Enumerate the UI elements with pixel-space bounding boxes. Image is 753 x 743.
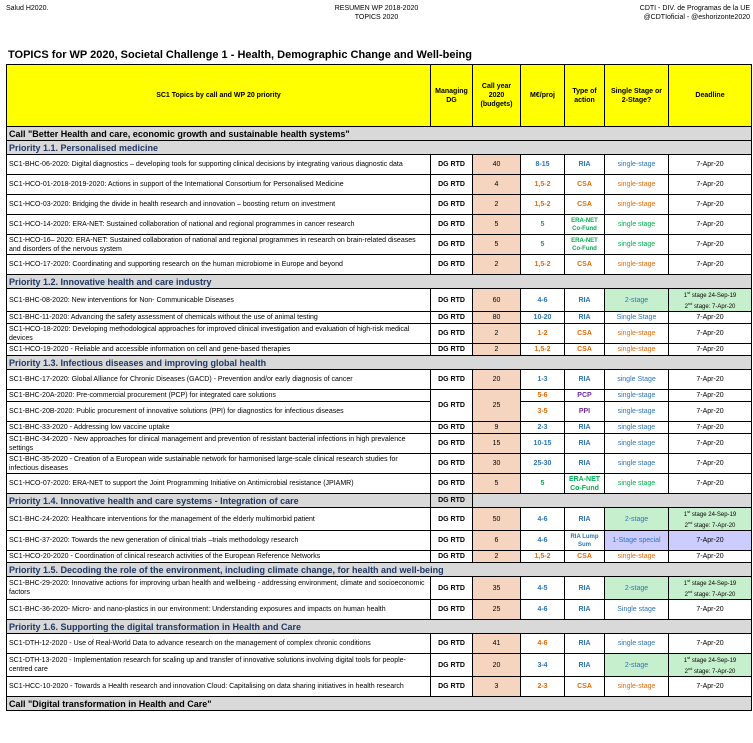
stage-cell: 1-Stage special [605,531,669,551]
topic-cell: SC1-BHC-35-2020 - Creation of a European wide sustainable network for harmonised large-scale clinical research studies for infectious diseases [7,454,431,474]
topic-cell: SC1-BHC-06-2020: Digital diagnostics – developing tools for supporting clinical decisions by integrating various diagnostic data [7,155,431,175]
dg-cell: DG RTD [431,422,473,434]
action-cell: RIA [565,422,605,434]
header-right-line1: CDTI - DIV. de Programas de la UE [639,5,750,12]
year-cell: 9 [473,422,521,434]
me-cell: 4-6 [521,508,565,531]
stage-cell: 2-stage [605,289,669,312]
table-row [7,422,752,434]
table-row [7,255,752,275]
table-row [7,195,752,215]
year-cell: 25 [473,390,521,422]
action-cell: RIA [565,600,605,620]
stage-cell: single-stage [605,175,669,195]
action-cell: RIA [565,454,605,474]
dg-cell: DG RTD [431,634,473,654]
priority-title: Priority 1.5. Decoding the role of the environment, including climate change, for health and well-being [7,563,752,577]
dg-cell: DG RTD [431,312,473,324]
dg-cell: DG RTD [431,344,473,356]
action-cell: RIA [565,289,605,312]
dg-cell: DG RTD [431,434,473,454]
action-cell: CSA [565,324,605,344]
priority-row [7,563,752,577]
deadline-cell [669,654,752,677]
table-row [7,551,752,563]
year-cell: 60 [473,289,521,312]
dg-cell: DG RTD [431,454,473,474]
topics-table [6,64,752,711]
call-row [7,697,752,711]
priority-dg: DG RTD [431,494,473,508]
year-cell: 5 [473,215,521,235]
deadline-stage1: 1st stage 24-Sep-19 [683,509,737,518]
col-deadline: Deadline [669,65,752,127]
table-row [7,531,752,551]
col-stage: Single Stage or 2-Stage? [605,65,669,127]
action-cell: CSA [565,175,605,195]
deadline-cell: 7-Apr-20 [669,155,752,175]
table-row [7,577,752,600]
priority-spacer [473,494,752,508]
year-cell: 41 [473,634,521,654]
dg-cell: DG RTD [431,175,473,195]
year-cell: 2 [473,195,521,215]
me-cell: 1-2 [521,324,565,344]
stage-cell: single-stage [605,551,669,563]
dg-cell: DG RTD [431,531,473,551]
table-row [7,402,752,422]
year-cell: 5 [473,474,521,494]
action-cell: ERA-NET Co-Fund [565,215,605,235]
year-cell: 20 [473,370,521,390]
me-cell: 1,5-2 [521,175,565,195]
me-cell: 1,5-2 [521,255,565,275]
table-row [7,289,752,312]
table-row [7,508,752,531]
stage-cell: single stage [605,474,669,494]
stage-cell: single Stage [605,370,669,390]
dg-cell: DG RTD [431,289,473,312]
table-row [7,434,752,454]
topic-cell: SC1-BHC-37-2020: Towards the new generation of clinical trials –trials methodology research [7,531,431,551]
deadline-cell: 7-Apr-20 [669,235,752,255]
year-cell: 25 [473,600,521,620]
col-year: Call year 2020 (budgets) [473,65,521,127]
dg-cell: DG RTD [431,577,473,600]
action-cell: RIA [565,634,605,654]
header-center-line2: TOPICS 2020 [354,14,399,21]
stage-cell: single stage [605,434,669,454]
action-cell: RIA [565,155,605,175]
deadline-cell: 7-Apr-20 [669,312,752,324]
year-cell: 15 [473,434,521,454]
deadline-cell: 7-Apr-20 [669,474,752,494]
year-cell: 30 [473,454,521,474]
deadline-cell: 7-Apr-20 [669,634,752,654]
deadline-stage1: 1st stage 24-Sep-19 [683,578,737,587]
topic-cell: SC1-BHC-29-2020: Innovative actions for improving urban health and wellbeing - addressing environment, climate and socioeconomic factors [7,577,431,600]
me-cell: 5 [521,474,565,494]
topic-cell: SC1-BHC-20A-2020: Pre-commercial procurement (PCP) for integrated care solutions [7,390,431,402]
table-row [7,454,752,474]
dg-cell: DG RTD [431,654,473,677]
deadline-cell [669,508,752,531]
deadline-stage2: 2nd stage: 7-Apr-20 [684,589,736,598]
table-header-row [7,65,752,127]
stage-cell: Single Stage [605,312,669,324]
topic-cell: SC1-BHC-24-2020: Healthcare interventions for the management of the elderly multimorbid patient [7,508,431,531]
call-row [7,127,752,141]
priority-title: Priority 1.6. Supporting the digital transformation in Health and Care [7,620,752,634]
dg-cell: DG RTD [431,215,473,235]
topic-cell: SC1-DTH-13-2020 - Implementation research for scaling up and transfer of innovative solutions involving digital tools for people-centred care [7,654,431,677]
priority-row [7,275,752,289]
table-row [7,235,752,255]
table-row [7,634,752,654]
priority-title: Priority 1.1. Personalised medicine [7,141,752,155]
action-cell: RIA [565,654,605,677]
deadline-cell: 7-Apr-20 [669,531,752,551]
deadline-cell: 7-Apr-20 [669,370,752,390]
stage-cell: single stage [605,422,669,434]
deadline-cell: 7-Apr-20 [669,255,752,275]
deadline-cell: 7-Apr-20 [669,175,752,195]
stage-cell: 2-stage [605,654,669,677]
deadline-stage2: 2nd stage: 7-Apr-20 [684,520,736,529]
action-cell: ERA-NET Co-Fund [565,235,605,255]
table-row [7,215,752,235]
col-topics: SC1 Topics by call and WP 20 priority [7,65,431,127]
col-dg: Managing DG [431,65,473,127]
stage-cell: single-stage [605,344,669,356]
stage-cell: single-stage [605,402,669,422]
header-center-line1: RESUMEN WP 2018-2020 [334,5,419,12]
topic-cell: SC1-BHC-36-2020- Micro- and nano-plastics in our environment: Understanding exposures and impacts on human health [7,600,431,620]
deadline-stage1: 1st stage 24-Sep-19 [683,655,737,664]
year-cell: 2 [473,255,521,275]
topic-cell: SC1-HCO-20-2020 - Coordination of clinical research activities of the European Reference Networks [7,551,431,563]
dg-cell: DG RTD [431,474,473,494]
me-cell: 10-20 [521,312,565,324]
me-cell: 25-30 [521,454,565,474]
dg-cell: DG RTD [431,508,473,531]
deadline-cell: 7-Apr-20 [669,677,752,697]
action-cell: CSA [565,195,605,215]
me-cell: 3-5 [521,402,565,422]
me-cell: 4-6 [521,289,565,312]
table-row [7,370,752,390]
dg-cell: DG RTD [431,255,473,275]
topic-cell: SC1-HCO-14-2020: ERA-NET: Sustained collaboration of national and regional programmes in cancer research [7,215,431,235]
table-row [7,654,752,677]
topic-cell: SC1-BHC-17-2020: Global Alliance for Chronic Diseases (GACD) - Prevention and/or early diagnosis of cancer [7,370,431,390]
stage-cell: single stage [605,215,669,235]
year-cell: 2 [473,551,521,563]
topic-cell: SC1-HCO-19-2020 - Reliable and accessible information on cell and gene-based therapies [7,344,431,356]
topic-cell: SC1-HCO-03-2020: Bridging the divide in health research and innovation – boosting return on investment [7,195,431,215]
topic-cell: SC1-HCO-07-2020: ERA-NET to support the Joint Programming Initiative on Antimicrobial resistance (JPIAMR) [7,474,431,494]
action-cell: CSA [565,551,605,563]
action-cell: RIA [565,370,605,390]
me-cell: 10-15 [521,434,565,454]
stage-cell: single-stage [605,155,669,175]
stage-cell: single-stage [605,255,669,275]
deadline-cell: 7-Apr-20 [669,454,752,474]
year-cell: 20 [473,654,521,677]
header-right-line2: @CDTIoficial - @eshorizonte2020 [643,14,750,21]
year-cell: 5 [473,235,521,255]
stage-cell: single stage [605,634,669,654]
dg-cell: DG RTD [431,390,473,422]
me-cell: 2-3 [521,677,565,697]
stage-cell: single-stage [605,324,669,344]
priority-row [7,494,752,508]
deadline-cell: 7-Apr-20 [669,215,752,235]
dg-cell: DG RTD [431,155,473,175]
col-me: M€/proj [521,65,565,127]
me-cell: 4-5 [521,577,565,600]
topic-cell: SC1-BHC-08-2020: New interventions for Non- Communicable Diseases [7,289,431,312]
topic-cell: SC1-DTH-12-2020 - Use of Real-World Data to advance research on the management of complex chronic conditions [7,634,431,654]
col-action: Type of action [565,65,605,127]
priority-title: Priority 1.4. Innovative health and care systems - Integration of care [7,494,431,508]
deadline-cell [669,289,752,312]
header-left: Salud H2020. [6,5,49,12]
year-cell: 6 [473,531,521,551]
call-title: Call "Digital transformation in Health and Care" [7,697,752,711]
me-cell: 5 [521,215,565,235]
year-cell: 80 [473,312,521,324]
dg-cell: DG RTD [431,324,473,344]
me-cell: 8-15 [521,155,565,175]
me-cell: 5 [521,235,565,255]
priority-row [7,141,752,155]
action-cell: RIA [565,508,605,531]
me-cell: 5-6 [521,390,565,402]
year-cell: 3 [473,677,521,697]
deadline-stage2: 2nd stage: 7-Apr-20 [684,301,736,310]
me-cell: 3-4 [521,654,565,677]
deadline-cell [669,577,752,600]
topic-cell: SC1-BHC-20B-2020: Public procurement of innovative solutions (PPI) for diagnostics for infectious diseases [7,402,431,422]
deadline-cell: 7-Apr-20 [669,402,752,422]
action-cell: CSA [565,344,605,356]
action-cell: RIA [565,577,605,600]
dg-cell: DG RTD [431,235,473,255]
me-cell: 4-6 [521,600,565,620]
stage-cell: single stage [605,235,669,255]
topic-cell: SC1-HCC-10-2020 - Towards a Health research and innovation Cloud: Capitalising on data sharing initiatives in health research [7,677,431,697]
stage-cell: single-stage [605,677,669,697]
me-cell: 1,5-2 [521,195,565,215]
year-cell: 50 [473,508,521,531]
dg-cell: DG RTD [431,677,473,697]
action-cell: PCP [565,390,605,402]
deadline-cell: 7-Apr-20 [669,195,752,215]
deadline-cell: 7-Apr-20 [669,390,752,402]
priority-title: Priority 1.2. Innovative health and care industry [7,275,752,289]
deadline-cell: 7-Apr-20 [669,422,752,434]
table-row [7,175,752,195]
topic-cell: SC1-HCO-01-2018-2019-2020: Actions in support of the International Consortium for Personalised Medicine [7,175,431,195]
topic-cell: SC1-BHC-33-2020 - Addressing low vaccine uptake [7,422,431,434]
stage-cell: single-stage [605,195,669,215]
deadline-cell: 7-Apr-20 [669,434,752,454]
deadline-cell: 7-Apr-20 [669,324,752,344]
table-row [7,474,752,494]
action-cell: CSA [565,677,605,697]
dg-cell: DG RTD [431,195,473,215]
table-row [7,312,752,324]
year-cell: 4 [473,175,521,195]
table-row [7,390,752,402]
page-title: TOPICS for WP 2020, Societal Challenge 1 - Health, Demographic Change and Well-being [8,49,472,61]
me-cell: 1-3 [521,370,565,390]
stage-cell: 2-stage [605,577,669,600]
year-cell: 40 [473,155,521,175]
stage-cell: 2-stage [605,508,669,531]
stage-cell: single-stage [605,390,669,402]
me-cell: 2-3 [521,422,565,434]
year-cell: 2 [473,324,521,344]
table-row [7,155,752,175]
deadline-cell: 7-Apr-20 [669,344,752,356]
table-row [7,600,752,620]
topic-cell: SC1-HCO-17-2020: Coordinating and supporting research on the human microbiome in Europe and beyond [7,255,431,275]
priority-row [7,620,752,634]
action-cell: ERA-NET Co-Fund [565,474,605,494]
table-row [7,677,752,697]
year-cell: 35 [473,577,521,600]
dg-cell: DG RTD [431,551,473,563]
stage-cell: single stage [605,454,669,474]
header-right [640,4,750,22]
me-cell: 1,5-2 [521,551,565,563]
topic-cell: SC1-BHC-34-2020 - New approaches for clinical management and prevention of resistant bacterial infections in high prevalence settings [7,434,431,454]
call-title: Call "Better Health and care, economic growth and sustainable health systems" [7,127,752,141]
action-cell: RIA [565,434,605,454]
action-cell: RIA Lump Sum [565,531,605,551]
priority-row [7,356,752,370]
priority-title: Priority 1.3. Infectious diseases and improving global health [7,356,752,370]
deadline-cell: 7-Apr-20 [669,600,752,620]
action-cell: CSA [565,255,605,275]
dg-cell: DG RTD [431,600,473,620]
deadline-cell: 7-Apr-20 [669,551,752,563]
me-cell: 4-6 [521,531,565,551]
topic-cell: SC1-HCO-16– 2020: ERA-NET: Sustained collaboration of national and regional programmes in research on brain-related diseases and disorders of the nervous system [7,235,431,255]
stage-cell: Single stage [605,600,669,620]
dg-cell: DG RTD [431,370,473,390]
me-cell: 1,5-2 [521,344,565,356]
topic-cell: SC1-BHC-11-2020: Advancing the safety assessment of chemicals without the use of animal testing [7,312,431,324]
action-cell: RIA [565,312,605,324]
year-cell: 2 [473,344,521,356]
table-row [7,324,752,344]
action-cell: PPI [565,402,605,422]
table-row [7,344,752,356]
deadline-stage2: 2nd stage: 7-Apr-20 [684,666,736,675]
me-cell: 4-6 [521,634,565,654]
deadline-stage1: 1st stage 24-Sep-19 [683,290,737,299]
topic-cell: SC1-HCO-18-2020: Developing methodological approaches for improved clinical investigation and evaluation of high-risk medical devices [7,324,431,344]
